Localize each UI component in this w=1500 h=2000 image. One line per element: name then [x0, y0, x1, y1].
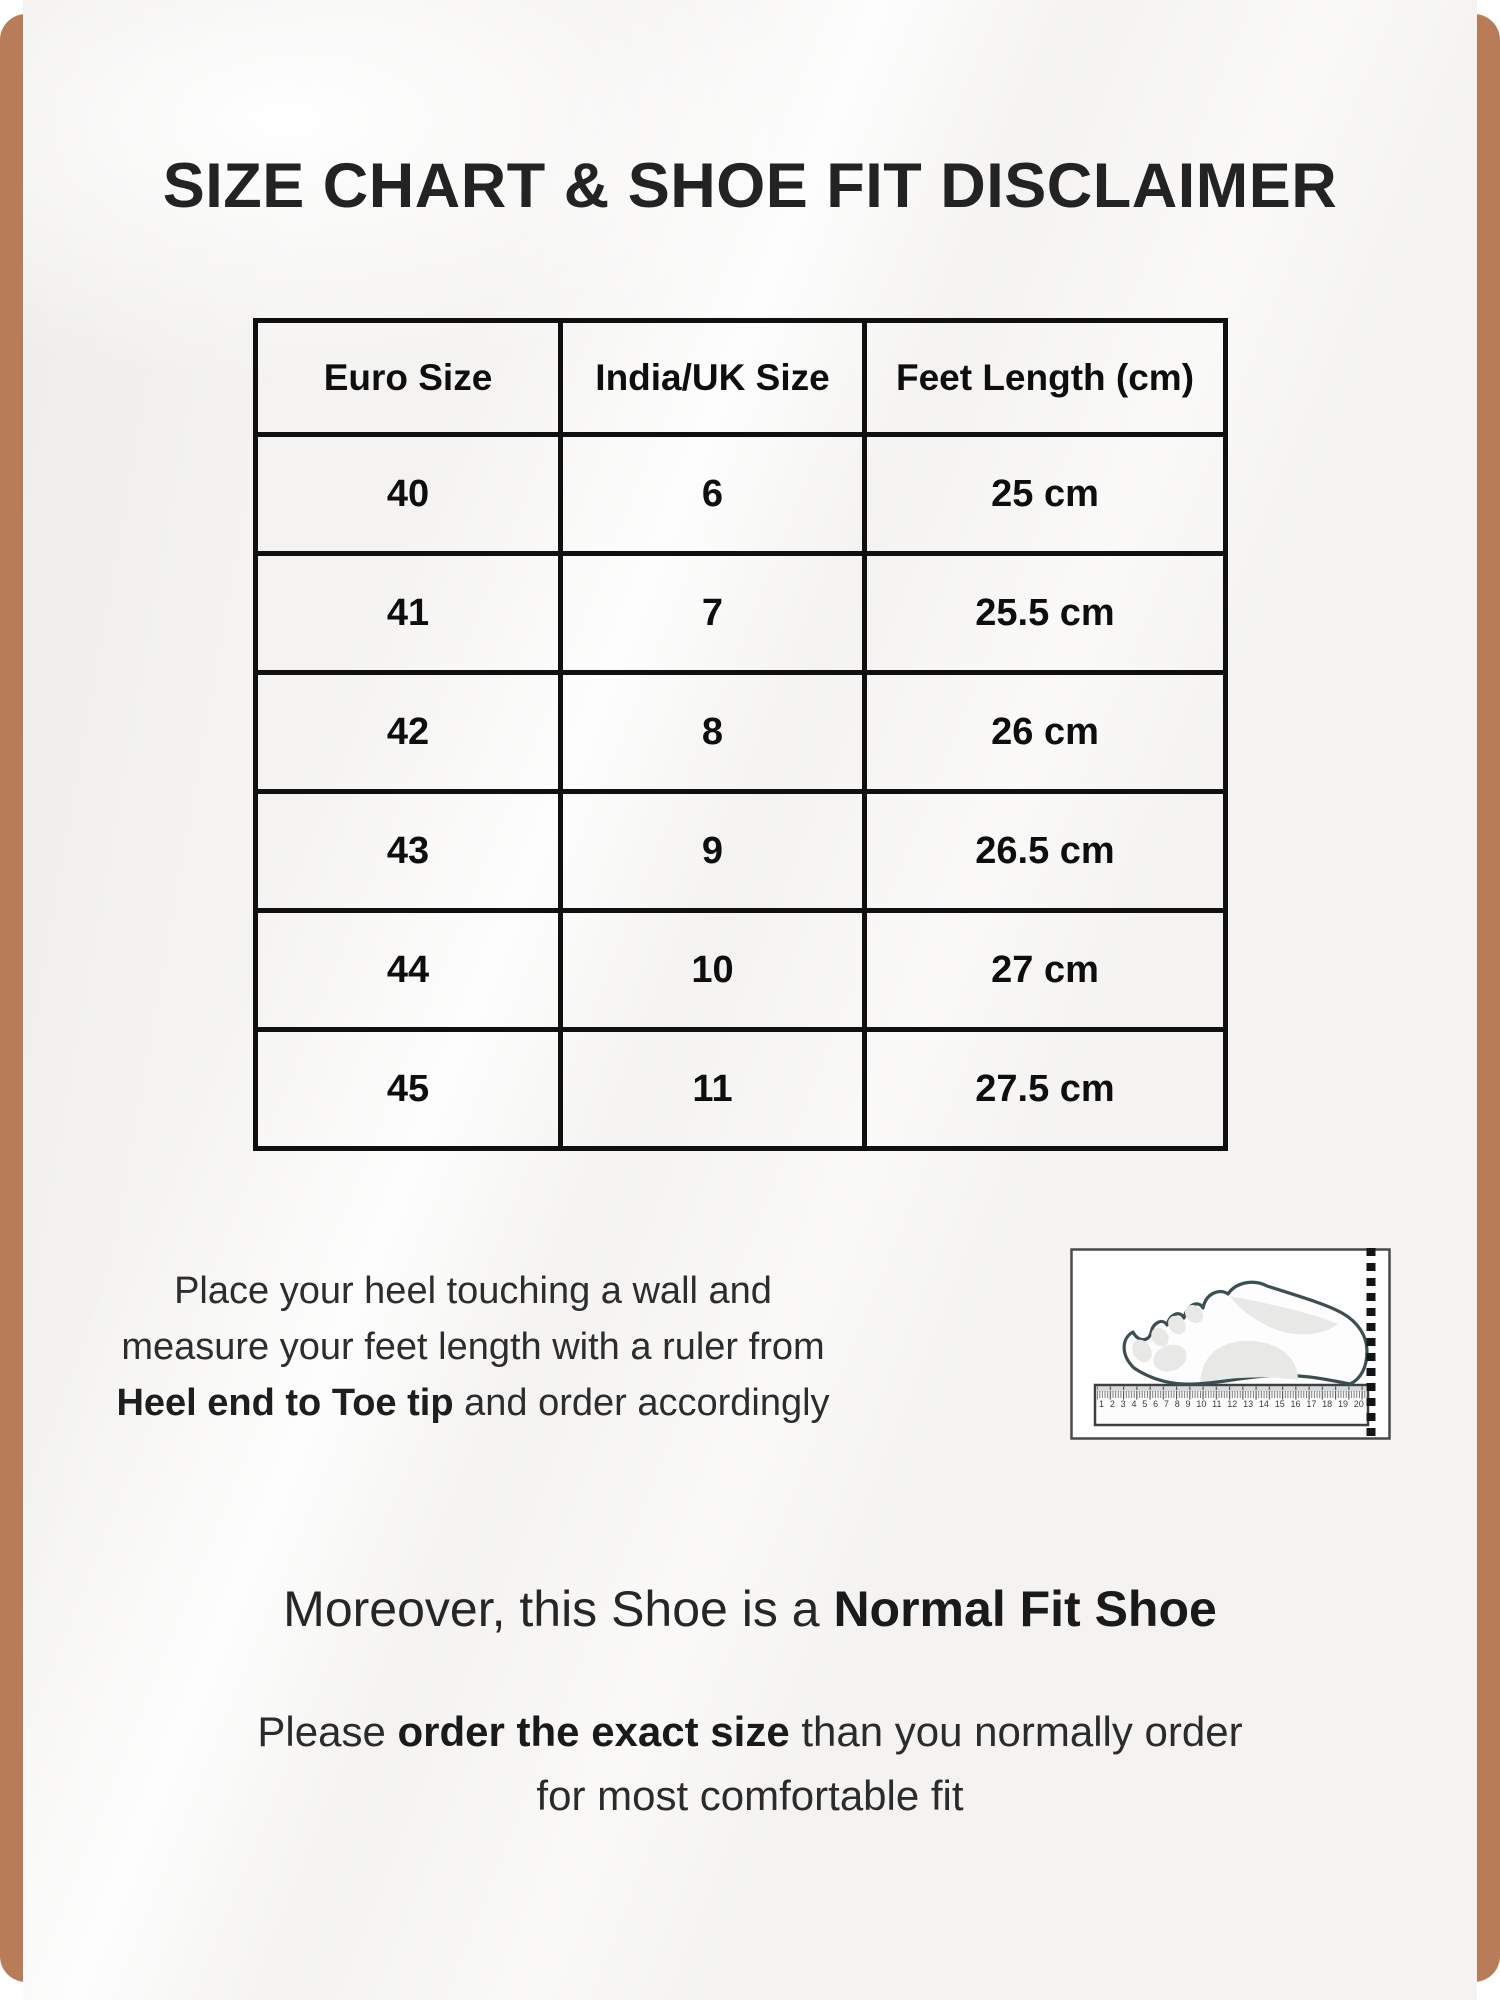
size-chart-table: [253, 318, 1228, 1151]
ruler-number: 7: [1163, 1399, 1169, 1409]
page-title: SIZE CHART & SHOE FIT DISCLAIMER: [162, 151, 1338, 221]
table-row: [256, 1030, 1226, 1149]
ruler-number: 18: [1322, 1399, 1333, 1409]
measurement-instructions: [83, 1263, 863, 1431]
feet-length-cell: 27 cm: [865, 911, 1226, 1030]
euro-size-cell: 42: [256, 673, 561, 792]
table-row: [256, 673, 1226, 792]
table-header-cell: Feet Length (cm): [865, 321, 1226, 435]
ruler-number: 2: [1109, 1399, 1115, 1409]
fit-note: Moreover, this Shoe is a Normal Fit Shoe: [283, 1581, 1217, 1637]
ruler-number: 20: [1353, 1399, 1364, 1409]
feet-length-cell: 25 cm: [865, 435, 1226, 554]
ruler-number: 1: [1099, 1399, 1105, 1409]
india-uk-size-cell: 10: [561, 911, 865, 1030]
ruler-number: 8: [1174, 1399, 1180, 1409]
content-area: [23, 0, 1477, 2000]
table-row: [256, 911, 1226, 1030]
instruction-line-2: measure your feet length with a ruler from: [121, 1326, 825, 1368]
order-note: [23, 1700, 1477, 1828]
feet-length-cell: 27.5 cm: [865, 1030, 1226, 1149]
ruler-number: 11: [1212, 1399, 1222, 1409]
table-header-cell: Euro Size: [256, 321, 561, 435]
india-uk-size-cell: 11: [561, 1030, 865, 1149]
ruler-number: 12: [1227, 1399, 1238, 1409]
ruler-number: 16: [1290, 1399, 1301, 1409]
order-note-line-1: Please order the exact size than you normally order: [257, 1708, 1243, 1755]
euro-size-cell: 40: [256, 435, 561, 554]
india-uk-size-cell: 6: [561, 435, 865, 554]
euro-size-cell: 41: [256, 554, 561, 673]
ruler-number: 5: [1142, 1399, 1148, 1409]
india-uk-size-cell: 8: [561, 673, 865, 792]
ruler-number: 3: [1120, 1399, 1126, 1409]
euro-size-cell: 43: [256, 792, 561, 911]
instruction-line-1: Place your heel touching a wall and: [174, 1270, 772, 1312]
ruler-number: 6: [1153, 1399, 1159, 1409]
table-row: [256, 435, 1226, 554]
ruler-number: 9: [1185, 1399, 1191, 1409]
ruler-number: 19: [1337, 1399, 1348, 1409]
table-header-row: [256, 321, 1226, 435]
order-note-line-2: for most comfortable fit: [536, 1772, 964, 1819]
ruler-number: 17: [1306, 1399, 1317, 1409]
euro-size-cell: 44: [256, 911, 561, 1030]
ruler-number: 14: [1258, 1399, 1269, 1409]
ruler-number: 15: [1274, 1399, 1285, 1409]
euro-size-cell: 45: [256, 1030, 561, 1149]
table-row: [256, 792, 1226, 911]
instruction-line-3: Heel end to Toe tip and order accordingly: [116, 1382, 830, 1424]
feet-length-cell: 26.5 cm: [865, 792, 1226, 911]
feet-length-cell: 25.5 cm: [865, 554, 1226, 673]
table-header-cell: India/UK Size: [561, 321, 865, 435]
foot-measurement-diagram: [1070, 1248, 1391, 1440]
ruler-number: 4: [1131, 1399, 1137, 1409]
feet-length-cell: 26 cm: [865, 673, 1226, 792]
ruler-numbers: [1099, 1398, 1364, 1410]
india-uk-size-cell: 7: [561, 554, 865, 673]
ruler-number: 13: [1243, 1399, 1254, 1409]
foot-ruler-illustration: [1070, 1248, 1391, 1440]
india-uk-size-cell: 9: [561, 792, 865, 911]
ruler-number: 10: [1196, 1399, 1207, 1409]
table-body: [256, 435, 1226, 1149]
table-row: [256, 554, 1226, 673]
